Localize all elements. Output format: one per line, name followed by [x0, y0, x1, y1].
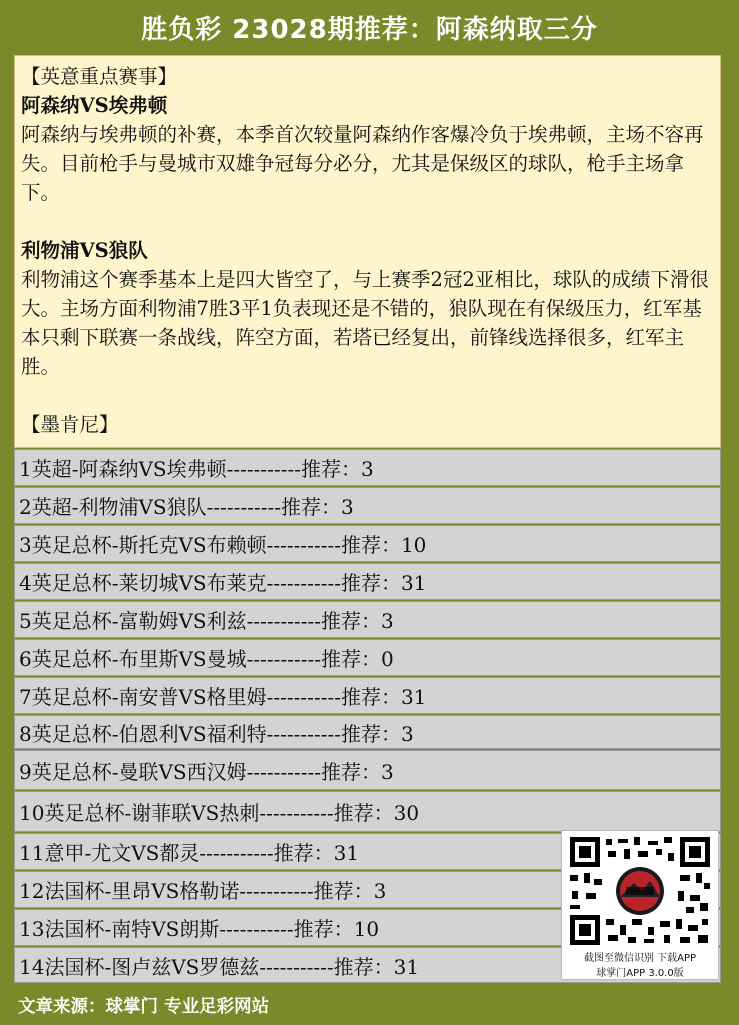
- prediction-row: 7英足总杯-南安普VS格里姆-----------推荐：31: [14, 677, 721, 714]
- qr-app-version: 球掌门APP 3.0.0版: [596, 968, 684, 979]
- prediction-row: 14法国杯-图卢兹VS罗德兹-----------推荐：31: [14, 947, 721, 983]
- prediction-row: 5英足总杯-富勒姆VS利兹-----------推荐：3: [14, 601, 721, 638]
- spacer: [21, 381, 714, 410]
- prediction-row: 11意甲-尤文VS都灵-----------推荐：31: [14, 833, 721, 870]
- prediction-row: 6英足总杯-布里斯VS曼城-----------推荐：0: [14, 639, 721, 676]
- prediction-row: 12法国杯-里昂VS格勒诺-----------推荐：3: [14, 871, 721, 908]
- spacer: [21, 207, 714, 236]
- prediction-row: 8英足总杯-伯恩利VS福利特-----------推荐：3: [14, 715, 721, 749]
- section-heading-moken: 【墨肯尼】: [21, 413, 119, 436]
- prediction-row: 1英超-阿森纳VS埃弗顿-----------推荐：3: [14, 449, 721, 486]
- prediction-row: 4英足总杯-莱切城VS布莱克-----------推荐：31: [14, 563, 721, 600]
- prediction-row: 9英足总杯-曼联VS西汉姆-----------推荐：3: [14, 750, 721, 790]
- match2-heading: 利物浦VS狼队: [21, 239, 148, 262]
- match2-text: 利物浦这个赛季基本上是四大皆空了，与上赛季2冠2亚相比，球队的成绩下滑很大。主场方面利物浦7胜3平1负表现还是不错的，狼队现在有保级压力，红军基本只剩下联赛一条战线，阵空方面，若塔已经复出，前锋线选择很多，红军主胜。: [21, 268, 709, 378]
- match1-heading: 阿森纳VS埃弗顿: [21, 94, 168, 117]
- qr-code-icon: [568, 835, 712, 947]
- prediction-row: 13法国杯-南特VS朗斯-----------推荐：10: [14, 909, 721, 946]
- qr-code-card[interactable]: [561, 830, 719, 980]
- prediction-row: 2英超-利物浦VS狼队-----------推荐：3: [14, 487, 721, 524]
- prediction-row: 3英足总杯-斯托克VS布赖顿-----------推荐：10: [14, 525, 721, 562]
- article-panel: [14, 55, 721, 448]
- footer-source: 文章来源：球掌门 专业足彩网站: [18, 996, 270, 1017]
- match1-text: 阿森纳与埃弗顿的补赛，本季首次较量阿森纳作客爆冷负于埃弗顿，主场不容再失。目前枪手与曼城市双雄争冠每分必分，尤其是保级区的球队，枪手主场拿下。: [21, 123, 704, 204]
- section-heading-main: 【英意重点赛事】: [21, 65, 178, 88]
- prediction-row: 10英足总杯-谢菲联VS热刺-----------推荐：30: [14, 791, 721, 832]
- page-title: 胜负彩 23028期推荐：阿森纳取三分: [141, 15, 598, 45]
- qr-caption: 截图至微信识别 下载APP: [583, 953, 697, 964]
